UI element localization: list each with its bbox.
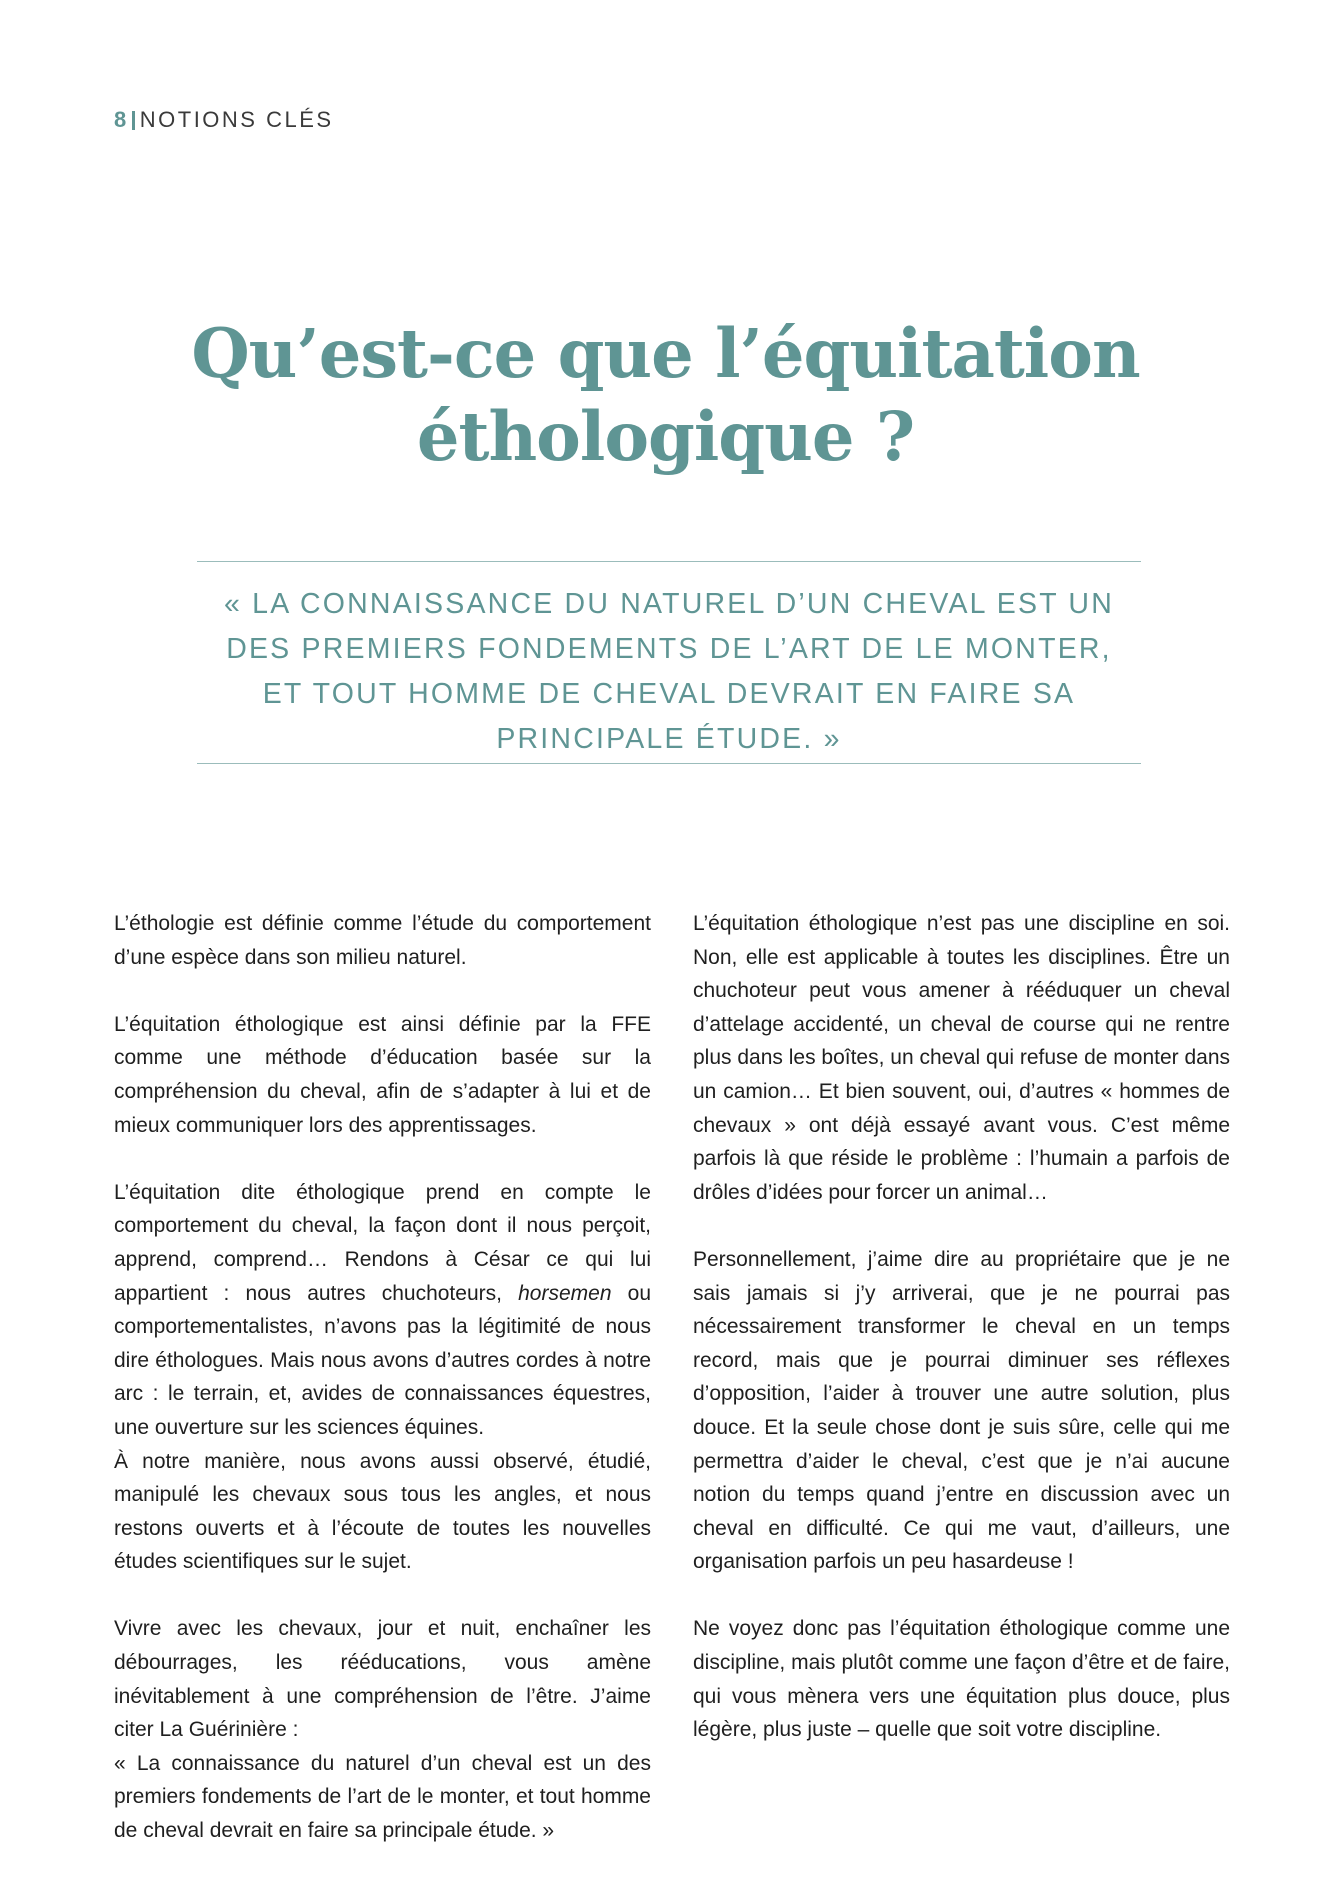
page-title-line-1: Qu’est-ce que l’équitation [191, 314, 1140, 393]
paragraph: Personnellement, j’aime dire au propriétaire que je ne sais jamais si j’y arriverai, que je ne pourrai pas nécessairement transformer le cheval en un temps record, mais que je pourrai diminuer ses réflexes d’opposition, l’aider à trouver une autre solution, plus douce. Et la seule chose dont je suis sûre, celle qui me permettra d’aider le cheval, c’est que je n’ai aucune notion du temps quand j’entre en discussion avec un cheval en difficulté. Ce qui me vaut, d’ailleurs, une organisation parfois un peu hasardeuse ! [693, 1247, 1230, 1574]
paragraph: À notre manière, nous avons aussi observé, étudié, manipulé les chevaux sous tous les angles, et nous restons ouverts et à l’écoute de toutes les nouvelles études scientifiques sur le sujet. [114, 1449, 651, 1574]
paragraph: Vivre avec les chevaux, jour et nuit, enchaîner les débourrages, les rééducations, vous amène inévitablement à une compréhension de l’être. J’aime citer La Guérinière : [114, 1617, 651, 1742]
pull-quote-text: « LA CONNAISSANCE DU NATUREL D’UN CHEVAL EST UN DES PREMIERS FONDEMENTS DE L’ART DE LE MONTER, ET TOUT HOMME DE CHEVAL DEVRAIT EN FAIRE SA PRINCIPALE ÉTUDE. » [224, 588, 1114, 755]
block-quote: « La connaissance du naturel d’un cheval est un des premiers fondements de l’art de le monter, et tout homme de cheval devrait en faire sa principale étude. » [114, 1751, 651, 1843]
page-title-line-2: éthologique ? [416, 397, 915, 476]
page-title [100, 312, 1231, 478]
paragraph: L’éthologie est définie comme l’étude du comportement d’une espèce dans son milieu naturel. [114, 912, 651, 969]
page-number: 8 [114, 107, 129, 132]
right-column [693, 907, 1230, 1780]
paragraph: L’équitation éthologique est ainsi définie par la FFE comme une méthode d’éducation basée sur la compréhension du cheval, afin de s’adapter à lui et de mieux communiquer lors des apprentissages. [114, 1012, 651, 1137]
pull-quote [197, 561, 1141, 764]
running-header [114, 107, 334, 133]
text-run: ou comportementalistes, n’avons pas la légitimité de nous dire éthologues. Mais nous avons d’autres cordes à notre arc : le terrain, et, avides de connaissances équestres, une ouverture sur les sciences équines. [114, 1281, 652, 1439]
left-column [114, 907, 651, 1881]
header-separator [132, 111, 135, 130]
paragraph: L’équitation éthologique n’est pas une discipline en soi. Non, elle est applicable à toutes les disciplines. Être un chuchoteur peut vous amener à rééduquer un cheval d’attelage accidenté, un cheval de course qui ne rentre plus dans les boîtes, un cheval qui refuse de monter dans un camion… Et bien souvent, oui, d’autres « hommes de chevaux » ont déjà essayé avant vous. C’est même parfois là que réside le problème : l’humain a parfois de drôles d’idées pour forcer un animal… [693, 912, 1230, 1204]
paragraph [114, 1176, 651, 1445]
paragraph: Ne voyez donc pas l’équitation éthologique comme une discipline, mais plutôt comme une façon d’être et de faire, qui vous mènera vers une équitation plus douce, plus légère, plus juste – quelle que soit votre discipline. [693, 1617, 1230, 1742]
text-run: L’équitation dite éthologique prend en compte le comportement du cheval, la façon dont il nous perçoit, apprend, comprend… Rendons à César ce qui lui appartient : nous autres chuchoteurs, [114, 1180, 651, 1305]
section-title: NOTIONS CLÉS [139, 107, 334, 132]
italic-term: horsemen [518, 1281, 612, 1305]
